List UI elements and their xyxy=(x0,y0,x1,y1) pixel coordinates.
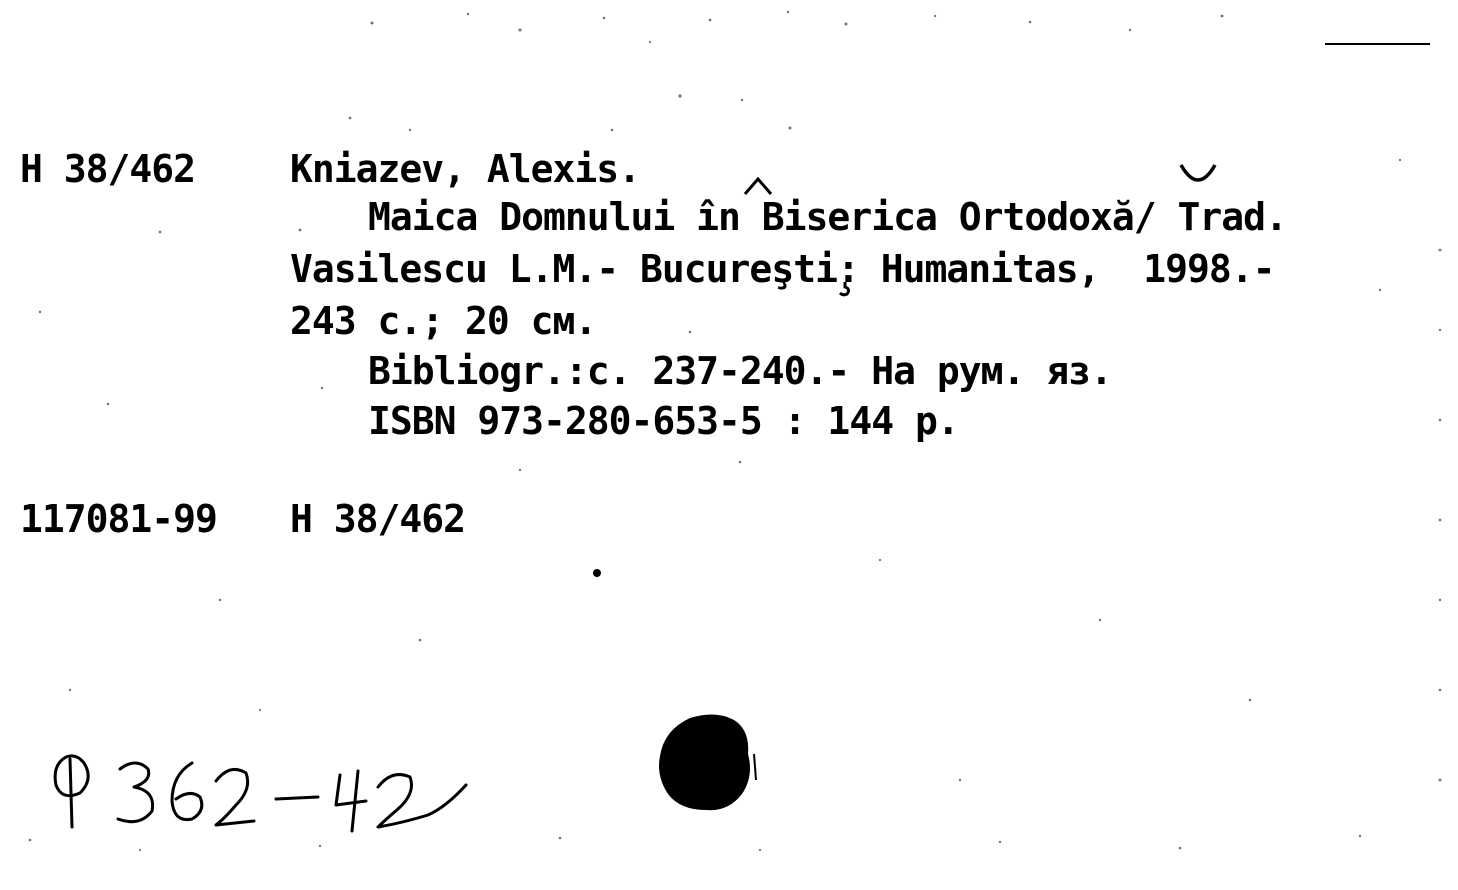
handwritten-code xyxy=(40,735,480,845)
circumflex-mark xyxy=(743,176,773,196)
cedilla-mark xyxy=(838,281,852,297)
breve-mark xyxy=(1178,161,1218,189)
ink-stain xyxy=(650,710,780,820)
top-rule xyxy=(1325,43,1430,45)
shelf-mark: Н 38/462 xyxy=(20,147,196,191)
isbn-line: ISBN 973-280-653-5 : 144 р. xyxy=(368,399,959,443)
author: Kniazev, Alexis. xyxy=(290,147,641,191)
accession-number: 117081-99 xyxy=(20,497,217,541)
title-line: Maica Domnului în Biserica Ortodoxă/ Trad. xyxy=(368,195,1287,239)
note-line: Bibliogr.:c. 237-240.- На рум. яз. xyxy=(368,349,1112,393)
extent-line: 243 с.; 20 см. xyxy=(290,299,597,343)
ink-dot xyxy=(593,569,601,577)
imprint-line: Vasilescu L.M.- Bucureşti: Humanitas, 1998.- xyxy=(290,247,1275,291)
shelf-mark-repeat: Н 38/462 xyxy=(290,497,466,541)
